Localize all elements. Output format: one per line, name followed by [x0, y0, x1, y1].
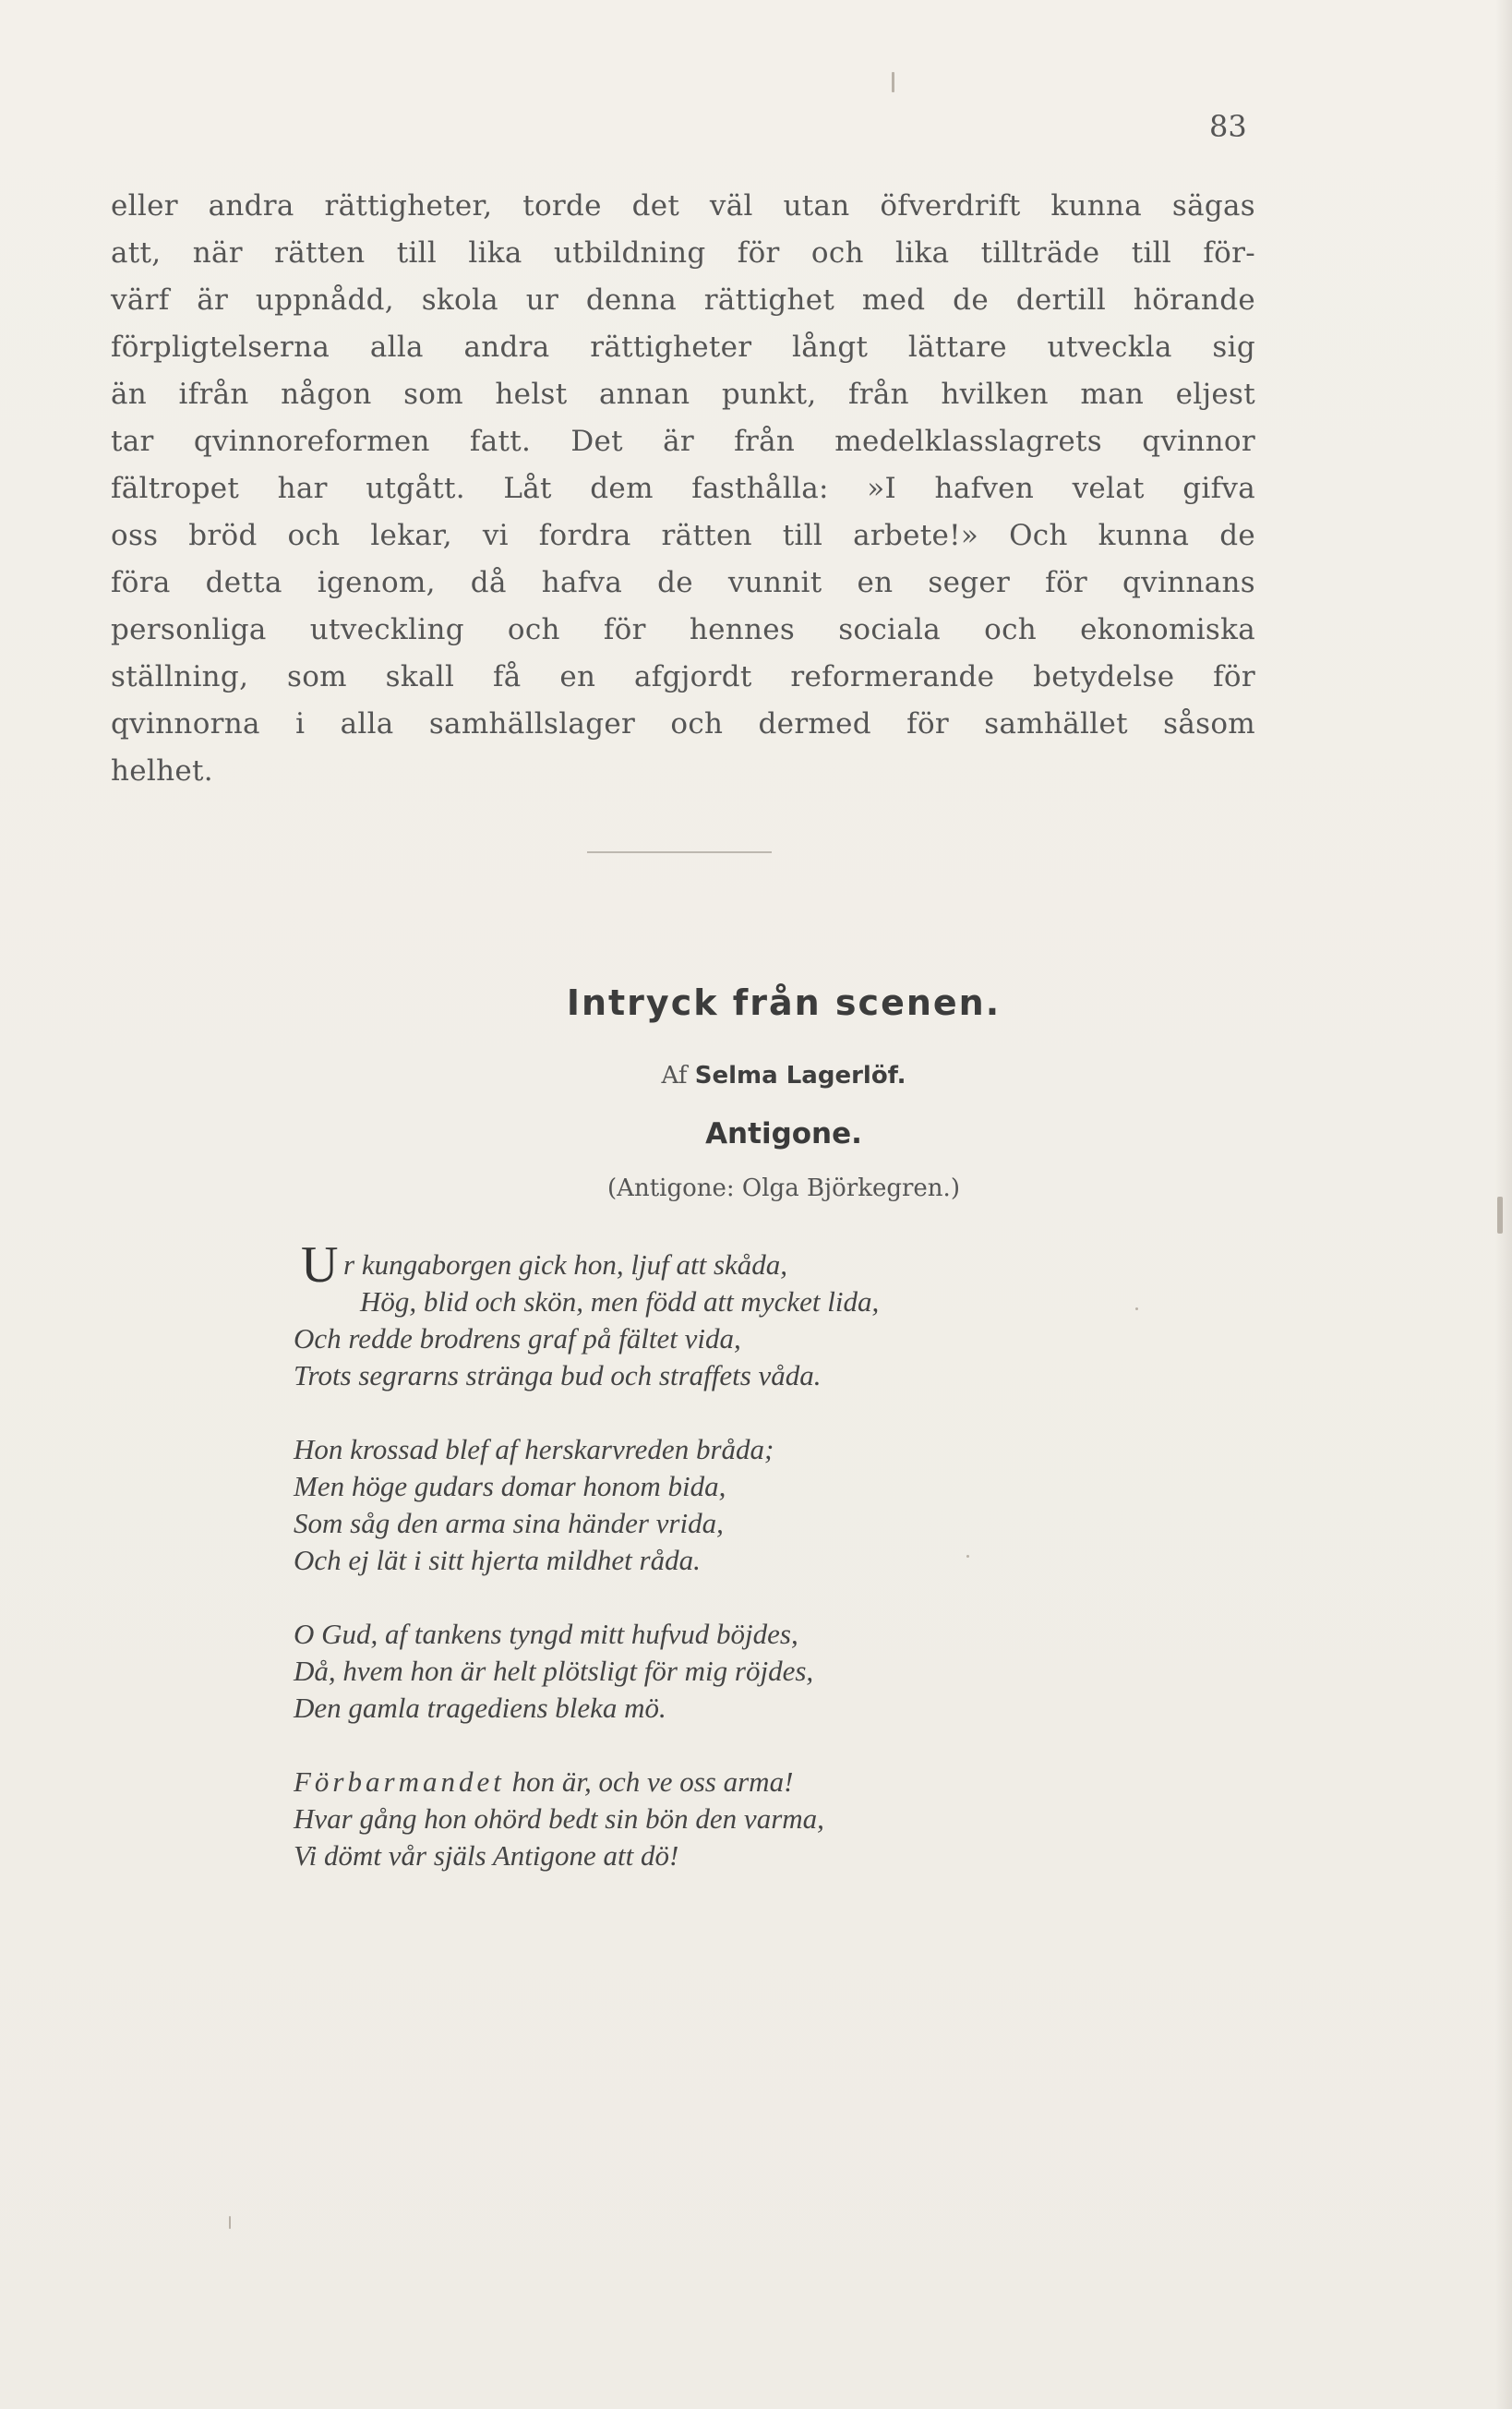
verse-text: r kungaborgen gick hon, ljuf att skåda,: [343, 1248, 788, 1281]
poem-verse: Hvar gång hon ohörd bedt sin bön den varma,: [294, 1802, 824, 1835]
stanza: [294, 1431, 1217, 1579]
article-title: Intryck från scenen.: [566, 982, 1002, 1023]
byline-prefix: Af: [661, 1062, 688, 1090]
verse-text: hon är, och ve oss arma!: [504, 1765, 794, 1798]
poem-verse: Trots segrarns stränga bud och straffets våda.: [294, 1359, 822, 1391]
author-name: Selma Lagerlöf.: [694, 1062, 906, 1090]
paper-speck: [1135, 1307, 1138, 1310]
poem-verse: Och ej lät i sitt hjerta mildhet råda.: [294, 1544, 701, 1576]
byline: [0, 1062, 1512, 1090]
stanza: [294, 1236, 1217, 1394]
page-number: 83: [1209, 109, 1247, 144]
paper-speck: [229, 2216, 231, 2229]
poem-verse: Då, hvem hon är helt plötsligt för mig röjdes,: [294, 1655, 814, 1687]
prose-line: värf är uppnådd, skola ur denna rättighet med de dertill hörande: [111, 283, 1255, 317]
spaced-word: Förbarmandet: [294, 1765, 505, 1798]
prose-line: än ifrån någon som helst annan punkt, från hvilken man eljest: [111, 378, 1255, 411]
poem: [294, 1236, 1217, 1911]
poem-verse: Som såg den arma sina händer vrida,: [294, 1507, 724, 1539]
paper-speck: [892, 72, 894, 92]
cast-note: (Antigone: Olga Björkegren.): [607, 1174, 960, 1202]
prose-line: eller andra rättigheter, torde det väl utan öfverdrift kunna sägas: [111, 189, 1255, 223]
prose-line: att, när rätten till lika utbildning för och lika tillträde till för-: [111, 236, 1255, 270]
prose-line: fältropet har utgått. Låt dem fasthålla: »I hafven velat gifva: [111, 472, 1255, 505]
poem-verse: [294, 1236, 1217, 1294]
paper-speck: [966, 1555, 969, 1558]
poem-verse: Och redde brodrens graf på fältet vida,: [294, 1322, 741, 1355]
poem-verse: Hon krossad blef af herskarvreden bråda;: [294, 1433, 774, 1465]
prose-paragraph: [111, 183, 1255, 795]
prose-line: personliga utveckling och för hennes sociala och ekonomiska: [111, 613, 1255, 646]
drop-cap: U: [301, 1236, 339, 1294]
paper-speck: [1497, 1197, 1503, 1234]
poem-title: Antigone.: [705, 1117, 862, 1150]
prose-line: oss bröd och lekar, vi fordra rätten till arbete!» Och kunna de: [111, 519, 1255, 552]
stanza: [294, 1764, 1217, 1874]
poem-verse: Vi dömt vår själs Antigone att dö!: [294, 1839, 679, 1872]
section-divider: [587, 851, 772, 853]
prose-line: ställning, som skall få en afgjordt reformerande betydelse för: [111, 660, 1255, 693]
prose-line: qvinnorna i alla samhällslager och dermed för samhället såsom: [111, 707, 1255, 741]
prose-line: tar qvinnoreformen fatt. Det är från medelklasslagrets qvinnor: [111, 425, 1255, 458]
poem-verse: [294, 1764, 1217, 1801]
poem-verse: Hög, blid och skön, men född att mycket lida,: [360, 1285, 880, 1318]
stanza: [294, 1616, 1217, 1727]
prose-line: förpligtelserna alla andra rättigheter långt lättare utveckla sig: [111, 331, 1255, 364]
poem-verse: O Gud, af tankens tyngd mitt hufvud böjdes,: [294, 1618, 798, 1650]
poem-verse: Den gamla tragediens bleka mö.: [294, 1692, 666, 1724]
poem-verse: Men höge gudars domar honom bida,: [294, 1470, 726, 1502]
prose-line: helhet.: [111, 754, 213, 788]
prose-line: föra detta igenom, då hafva de vunnit en seger för qvinnans: [111, 566, 1255, 599]
